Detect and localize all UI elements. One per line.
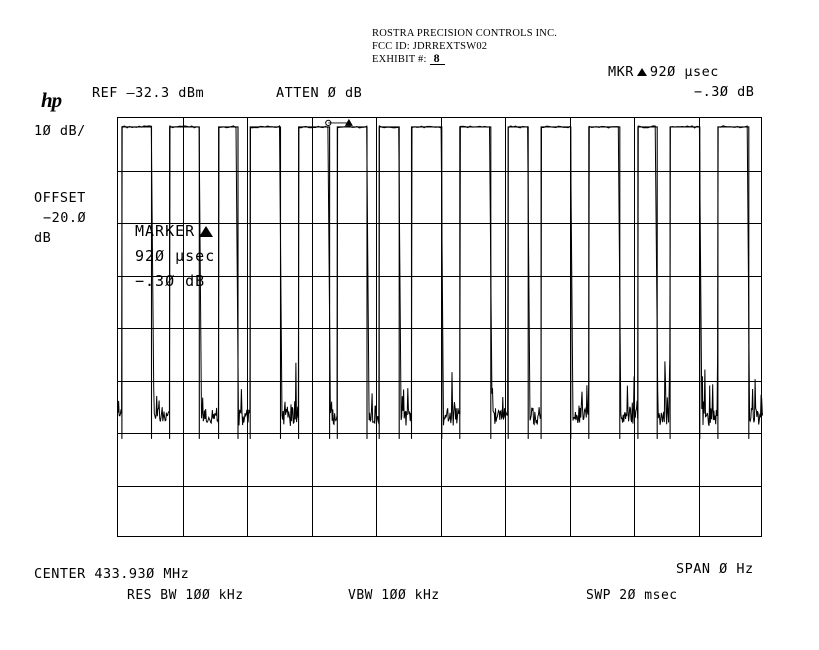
atten-label: ATTEN Ø dB: [276, 85, 363, 101]
mkr-value: 92Ø µsec: [649, 64, 719, 80]
mkr-label: MKR: [608, 64, 634, 80]
marker-readout-time: 92Ø µsec: [135, 247, 216, 265]
marker-readout-amp: −.3Ø dB: [135, 272, 206, 290]
hp-logo: hp: [41, 88, 62, 112]
marker-delta-top: [608, 64, 719, 80]
stamp-exhibit-number: 8: [430, 53, 445, 65]
spectrum-trace: [118, 118, 763, 538]
stamp-company: ROSTRA PRECISION CONTROLS INC.: [372, 28, 558, 39]
swp-label: SWP 2Ø msec: [586, 588, 678, 603]
stamp-exhibit: [372, 53, 557, 66]
res-bw-label: RES BW 1ØØ kHz: [127, 588, 244, 603]
marker-readout-title-row: [135, 219, 215, 244]
delta-icon: [637, 68, 647, 76]
graticule: [117, 117, 762, 537]
offset-value: −20.Ø: [43, 210, 87, 226]
marker-readout: [135, 219, 215, 294]
stamp-exhibit-label: EXHIBIT #:: [372, 54, 427, 65]
ref-level-label: REF –32.3 dBm: [92, 85, 205, 101]
span-label: SPAN Ø Hz: [676, 561, 754, 577]
offset-unit: dB: [34, 230, 52, 246]
marker-title: MARKER: [135, 222, 196, 240]
center-frequency-label: CENTER 433.93Ø MHz: [34, 566, 190, 582]
stamp-fcc-id: FCC ID: JDRREXTSW02: [372, 40, 488, 52]
offset-label: OFFSET: [34, 190, 86, 206]
vbw-label: VBW 1ØØ kHz: [348, 588, 440, 603]
fcc-stamp: [372, 28, 557, 66]
scale-per-div-label: 1Ø dB/: [34, 123, 86, 139]
delta-triangle-icon: [199, 226, 213, 237]
marker-delta-amp-top: −.3Ø dB: [694, 84, 755, 100]
